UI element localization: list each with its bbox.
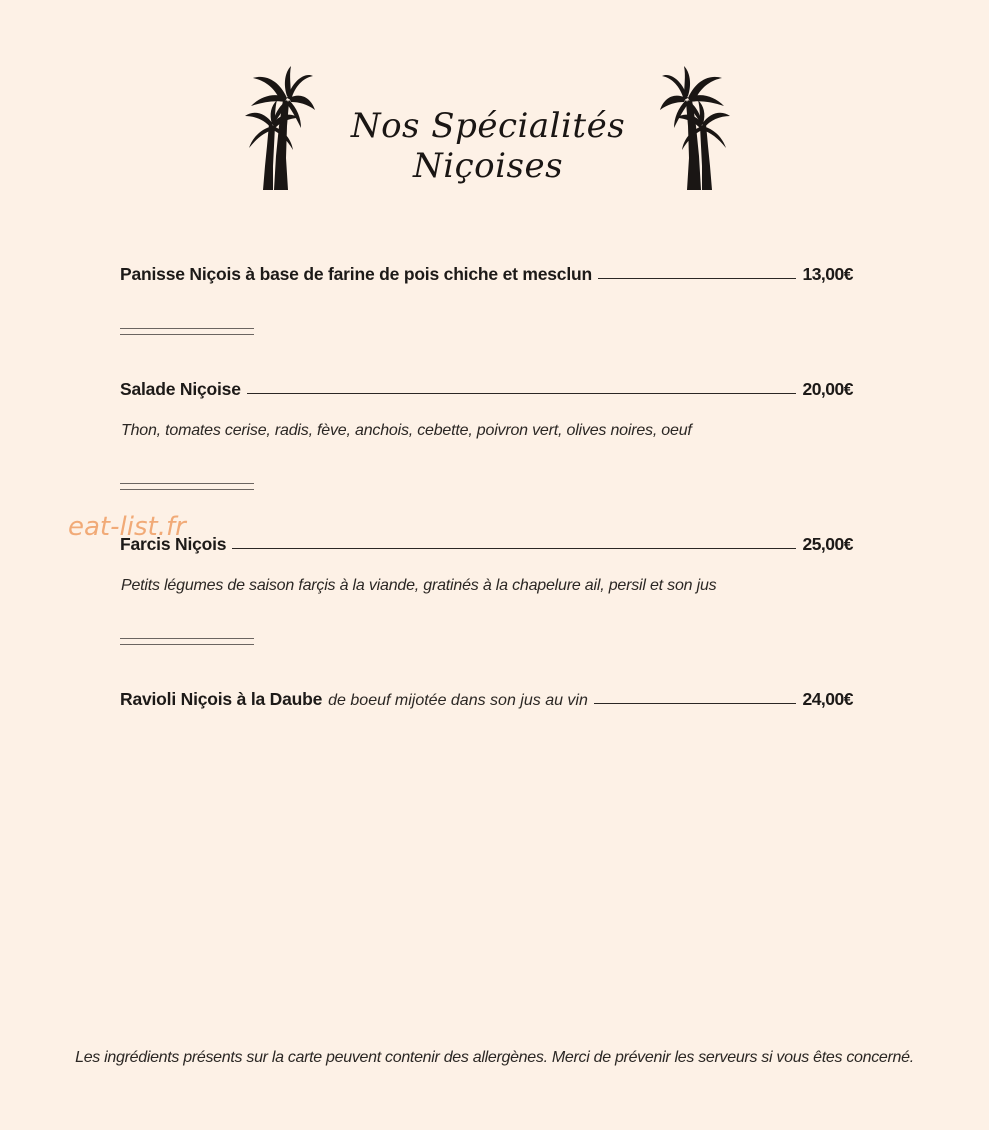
palm-tree-icon <box>660 66 732 192</box>
item-name: Ravioli Niçois à la Daube <box>120 689 323 709</box>
item-price: 25,00€ <box>802 534 853 554</box>
menu-item-panisse <box>120 264 853 285</box>
section-divider <box>120 638 254 645</box>
menu-item-ravioli-daube <box>120 689 853 710</box>
menu-item-salade-nicoise <box>120 379 853 400</box>
palm-tree-icon <box>243 66 315 192</box>
item-price: 20,00€ <box>802 379 853 399</box>
item-description: Petits légumes de saison farçis à la viande, gratinés à la chapelure ail, persil et son jus <box>121 577 717 594</box>
dotted-leader <box>594 702 797 704</box>
menu-header <box>0 66 989 196</box>
item-name: Salade Niçoise <box>120 379 241 399</box>
item-price: 24,00€ <box>802 689 853 709</box>
item-name: Panisse Niçois à base de farine de pois chiche et mesclun <box>120 264 592 284</box>
item-description: Thon, tomates cerise, radis, fève, anchois, cebette, poivron vert, olives noires, oeuf <box>121 422 692 439</box>
menu-item-farcis-nicois <box>120 534 853 555</box>
dotted-leader <box>232 547 796 549</box>
dotted-leader <box>598 277 796 279</box>
dotted-leader <box>247 392 797 394</box>
watermark: eat-list.fr <box>68 512 186 542</box>
item-inline-description: de boeuf mijotée dans son jus au vin <box>328 692 588 709</box>
item-price: 13,00€ <box>802 264 853 284</box>
allergen-note: Les ingrédients présents sur la carte peuvent contenir des allergènes. Merci de prévenir les serveurs si vous êtes concerné. <box>75 1049 914 1066</box>
menu-title: Nos Spécialités Niçoises <box>350 106 626 186</box>
item-name: Farcis Niçois <box>120 534 227 554</box>
section-divider <box>120 328 254 335</box>
section-divider <box>120 483 254 490</box>
